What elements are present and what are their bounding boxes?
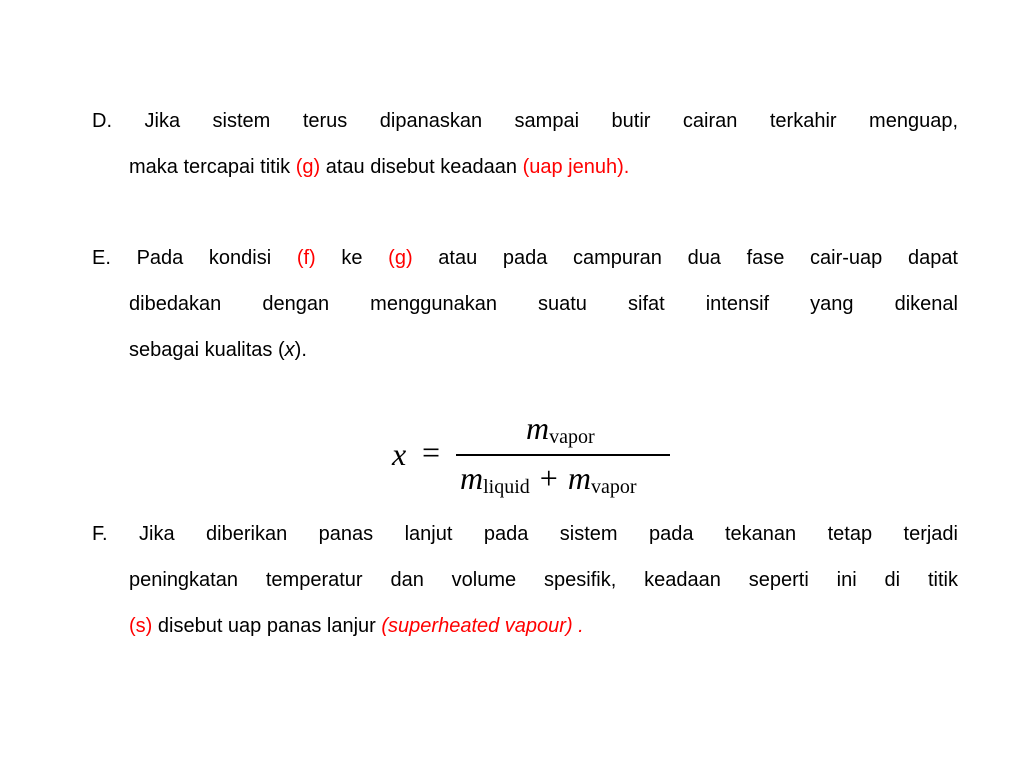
paragraph-f-line-2: peningkatan temperatur dan volume spesifik, keadaan seperti ini di titik bbox=[129, 569, 958, 591]
paragraph-e-text-3a: sebagai kualitas ( bbox=[129, 339, 285, 361]
formula-equals: = bbox=[422, 434, 441, 470]
highlight-f: (f) bbox=[296, 247, 316, 269]
paragraph-e-line-2: dibedakan dengan menggunakan suatu sifat intensif yang dikenal bbox=[129, 293, 958, 315]
highlight-g: (g) bbox=[295, 156, 321, 178]
numerator-m: m bbox=[526, 410, 550, 446]
paragraph-e bbox=[92, 235, 958, 373]
paragraph-e-text-3c: ). bbox=[294, 339, 307, 361]
denominator-m2: m bbox=[567, 460, 591, 496]
formula-denominator bbox=[460, 460, 636, 499]
formula-lhs: x bbox=[392, 436, 407, 472]
denominator-sub1: liquid bbox=[483, 476, 530, 498]
paragraph-e-marker: E. bbox=[92, 247, 111, 269]
paragraph-d-line-2 bbox=[92, 144, 958, 190]
paragraph-f-text-1: Jika diberikan panas lanjut pada sistem pada tekanan tetap terjadi bbox=[139, 523, 958, 545]
paragraph-f-text-3b: disebut uap panas lanjur bbox=[152, 615, 382, 637]
formula-numerator bbox=[526, 410, 595, 449]
numerator-sub: vapor bbox=[549, 426, 595, 448]
paragraph-e-text-1a: Pada kondisi bbox=[136, 247, 297, 269]
paragraph-d bbox=[92, 98, 958, 190]
paragraph-e-line-1 bbox=[92, 235, 958, 281]
variable-x: x bbox=[284, 339, 295, 361]
paragraph-d-text-2a: maka tercapai titik bbox=[129, 156, 296, 178]
paragraph-d-text-1: Jika sistem terus dipanaskan sampai butir cairan terkahir menguap, bbox=[144, 110, 958, 132]
paragraph-d-marker: D. bbox=[92, 110, 112, 132]
paragraph-e-text-1e: atau pada campuran dua fase cair-uap dapat bbox=[412, 247, 958, 269]
paragraph-d-line-1 bbox=[92, 98, 958, 144]
denominator-m1: m bbox=[460, 460, 484, 496]
highlight-superheated-vapour: (superheated vapour) . bbox=[381, 615, 584, 637]
paragraph-e-line-3 bbox=[92, 327, 958, 373]
denominator-plus: + bbox=[539, 460, 558, 496]
denominator-sub2: vapor bbox=[590, 476, 637, 498]
paragraph-d-text-2c: atau disebut keadaan bbox=[320, 156, 523, 178]
highlight-g-2: (g) bbox=[388, 247, 413, 269]
paragraph-f-line-1 bbox=[92, 511, 958, 557]
paragraph-f-line-3 bbox=[92, 603, 958, 649]
highlight-s: (s) bbox=[129, 615, 153, 637]
paragraph-f-marker: F. bbox=[92, 523, 108, 545]
fraction-bar bbox=[456, 454, 670, 456]
quality-formula bbox=[390, 408, 680, 508]
paragraph-e-text-1c: ke bbox=[315, 247, 389, 269]
highlight-uap-jenuh: (uap jenuh). bbox=[522, 156, 630, 178]
paragraph-f bbox=[92, 511, 958, 649]
